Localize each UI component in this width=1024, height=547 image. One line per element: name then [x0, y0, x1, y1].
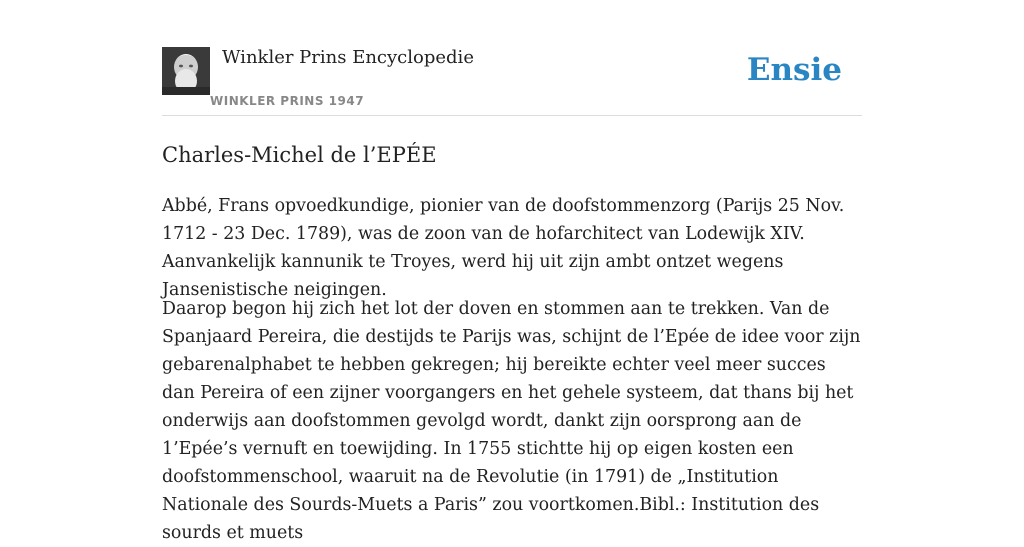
- article-paragraph-2: Daarop begon hij zich het lot der doven en stommen aan te trekken. Van de Spanjaard Pereira, die destijds te Parijs was, schijnt de l’Epée de idee voor zijn gebarenalphabet te hebben gekregen; hij bereikte echter veel meer succes dan Pereira of een zijner voorgangers en het gehele systeem, dat thans bij het onderwijs aan doofstommen gevolgd wordt, dankt zijn oorsprong aan de 1’Epée’s vernuft en toewijding. In 1755 stichtte hij op eigen kosten een doofstommenschool, waaruit na de Revolutie (in 1791) de „Institution Nationale des Sourds-Muets a Paris” zou voortkomen.Bibl.: Institution des sourds et muets: [162, 299, 861, 543]
- brand-logo[interactable]: Ensie: [746, 52, 842, 88]
- source-header: [162, 0, 862, 116]
- portrait-avatar-icon: [162, 47, 210, 95]
- source-title[interactable]: Winkler Prins Encyclopedie: [222, 47, 474, 68]
- avatar[interactable]: [162, 47, 210, 95]
- source-subtitle[interactable]: WINKLER PRINS 1947: [210, 94, 365, 108]
- article-title: Charles-Michel de l’EPÉE: [162, 143, 437, 167]
- page-content: [162, 0, 862, 543]
- article-paragraph-1: Abbé, Frans opvoedkundige, pionier van de doofstommenzorg (Parijs 25 Nov. 1712 - 23 Dec. 1789), was de zoon van de hofarchitect van Lodewijk XIV. Aanvankelijk kannunik te Troyes, werd hij uit zijn ambt ontzet wegens Jansenistische neigingen.: [162, 196, 845, 300]
